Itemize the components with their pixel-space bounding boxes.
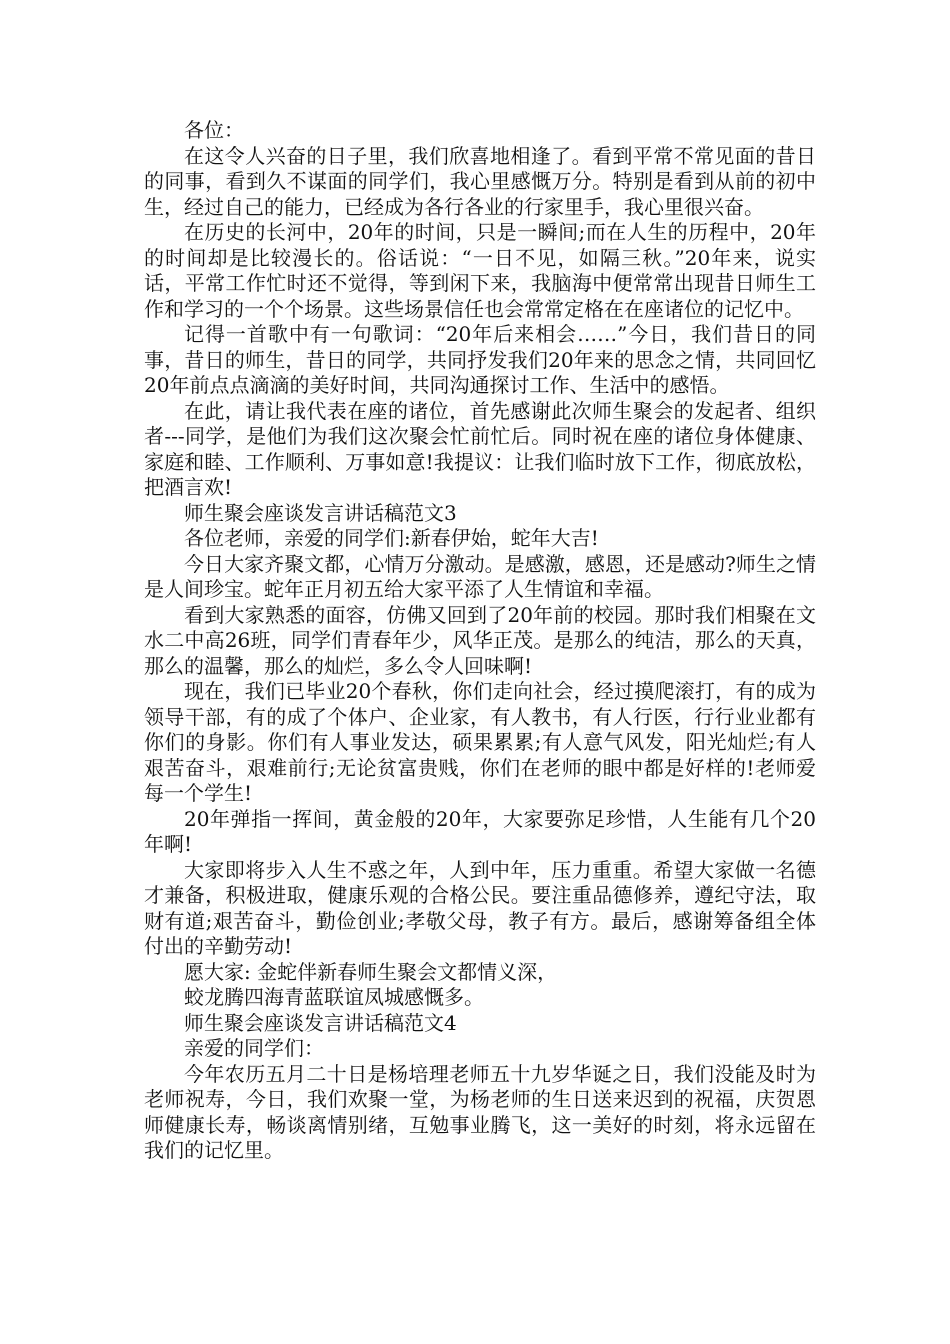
document-body xyxy=(144,118,816,1164)
paragraph: 记得一首歌中有一句歌词：“20年后来相会……”今日，我们昔日的同事，昔日的师生，昔日的同学，共同抒发我们20年来的思念之情，共同回忆20年前点点滴滴的美好时间，共同沟通探讨工作、生活中的感悟。 xyxy=(144,322,816,397)
paragraph: 大家即将步入人生不惑之年，人到中年，压力重重。希望大家做一名德才兼备，积极进取，健康乐观的合格公民。要注重品德修养，遵纪守法，取财有道;艰苦奋斗，勤俭创业;孝敬父母，教子有方。最后，感谢筹备组全体付出的辛勤劳动! xyxy=(144,857,816,958)
paragraph: 现在，我们已毕业20个春秋，你们走向社会，经过摸爬滚打，有的成为领导干部，有的成了个体户、企业家，有人教书，有人行医，行行业业都有你们的身影。你们有人事业发达，硕果累累;有人意气风发，阳光灿烂;有人艰苦奋斗，艰难前行;无论贫富贵贱，你们在老师的眼中都是好样的!老师爱每一个学生! xyxy=(144,679,816,805)
paragraph-greeting: 亲爱的同学们： xyxy=(184,1036,324,1060)
paragraph: 今日大家齐聚文都，心情万分激动。是感激，感恩，还是感动?师生之情是人间珍宝。蛇年正月初五给大家平添了人生情谊和幸福。 xyxy=(144,551,816,601)
section-heading: 师生聚会座谈发言讲话稿范文4 xyxy=(184,1010,457,1035)
couplet-line: 蛟龙腾四海青蓝联谊凤城感慨多。 xyxy=(184,985,484,1009)
paragraph: 20年弹指一挥间，黄金般的20年，大家要弥足珍惜，人生能有几个20年啊! xyxy=(144,806,816,856)
paragraph-greeting: 各位老师，亲爱的同学们:新春伊始，蛇年大吉! xyxy=(184,526,599,550)
section-heading: 师生聚会座谈发言讲话稿范文3 xyxy=(184,500,457,525)
paragraph: 在这令人兴奋的日子里，我们欣喜地相逢了。看到平常不常见面的昔日的同事，看到久不谋面的同学们，我心里感慨万分。特别是看到从前的初中生，经过自己的能力，已经成为各行各业的行家里手，我心里很兴奋。 xyxy=(144,143,816,219)
paragraph-greeting: 各位： xyxy=(184,118,244,142)
paragraph: 今年农历五月二十日是杨培理老师五十九岁华诞之日，我们没能及时为老师祝寿，今日，我们欢聚一堂，为杨老师的生日送来迟到的祝福，庆贺恩师健康长寿，畅谈离情别绪，互勉事业腾飞，这一美好的时刻，将永远留在我们的记忆里。 xyxy=(144,1061,816,1162)
paragraph: 在历史的长河中，20年的时间，只是一瞬间;而在人生的历程中，20年的时间却是比较漫长的。俗话说：“一日不见，如隔三秋。”20年来，说实话，平常工作忙时还不觉得，等到闲下来，我脑海中便常常出现昔日师生工作和学习的一个个场景。这些场景信任也会常常定格在在座诸位的记忆中。 xyxy=(144,220,816,321)
couplet-line: 愿大家: 金蛇伴新春师生聚会文都情义深， xyxy=(184,959,558,984)
paragraph: 在此，请让我代表在座的诸位，首先感谢此次师生聚会的发起者、组织者---同学，是他们为我们这次聚会忙前忙后。同时祝在座的诸位身体健康、家庭和睦、工作顺利、万事如意!我提议：让我们临时放下工作，彻底放松，把酒言欢! xyxy=(144,398,816,499)
paragraph: 看到大家熟悉的面容，仿佛又回到了20年前的校园。那时我们相聚在文水二中高26班，同学们青春年少，风华正茂。是那么的纯洁，那么的天真，那么的温馨，那么的灿烂，多么令人回味啊! xyxy=(144,602,816,678)
